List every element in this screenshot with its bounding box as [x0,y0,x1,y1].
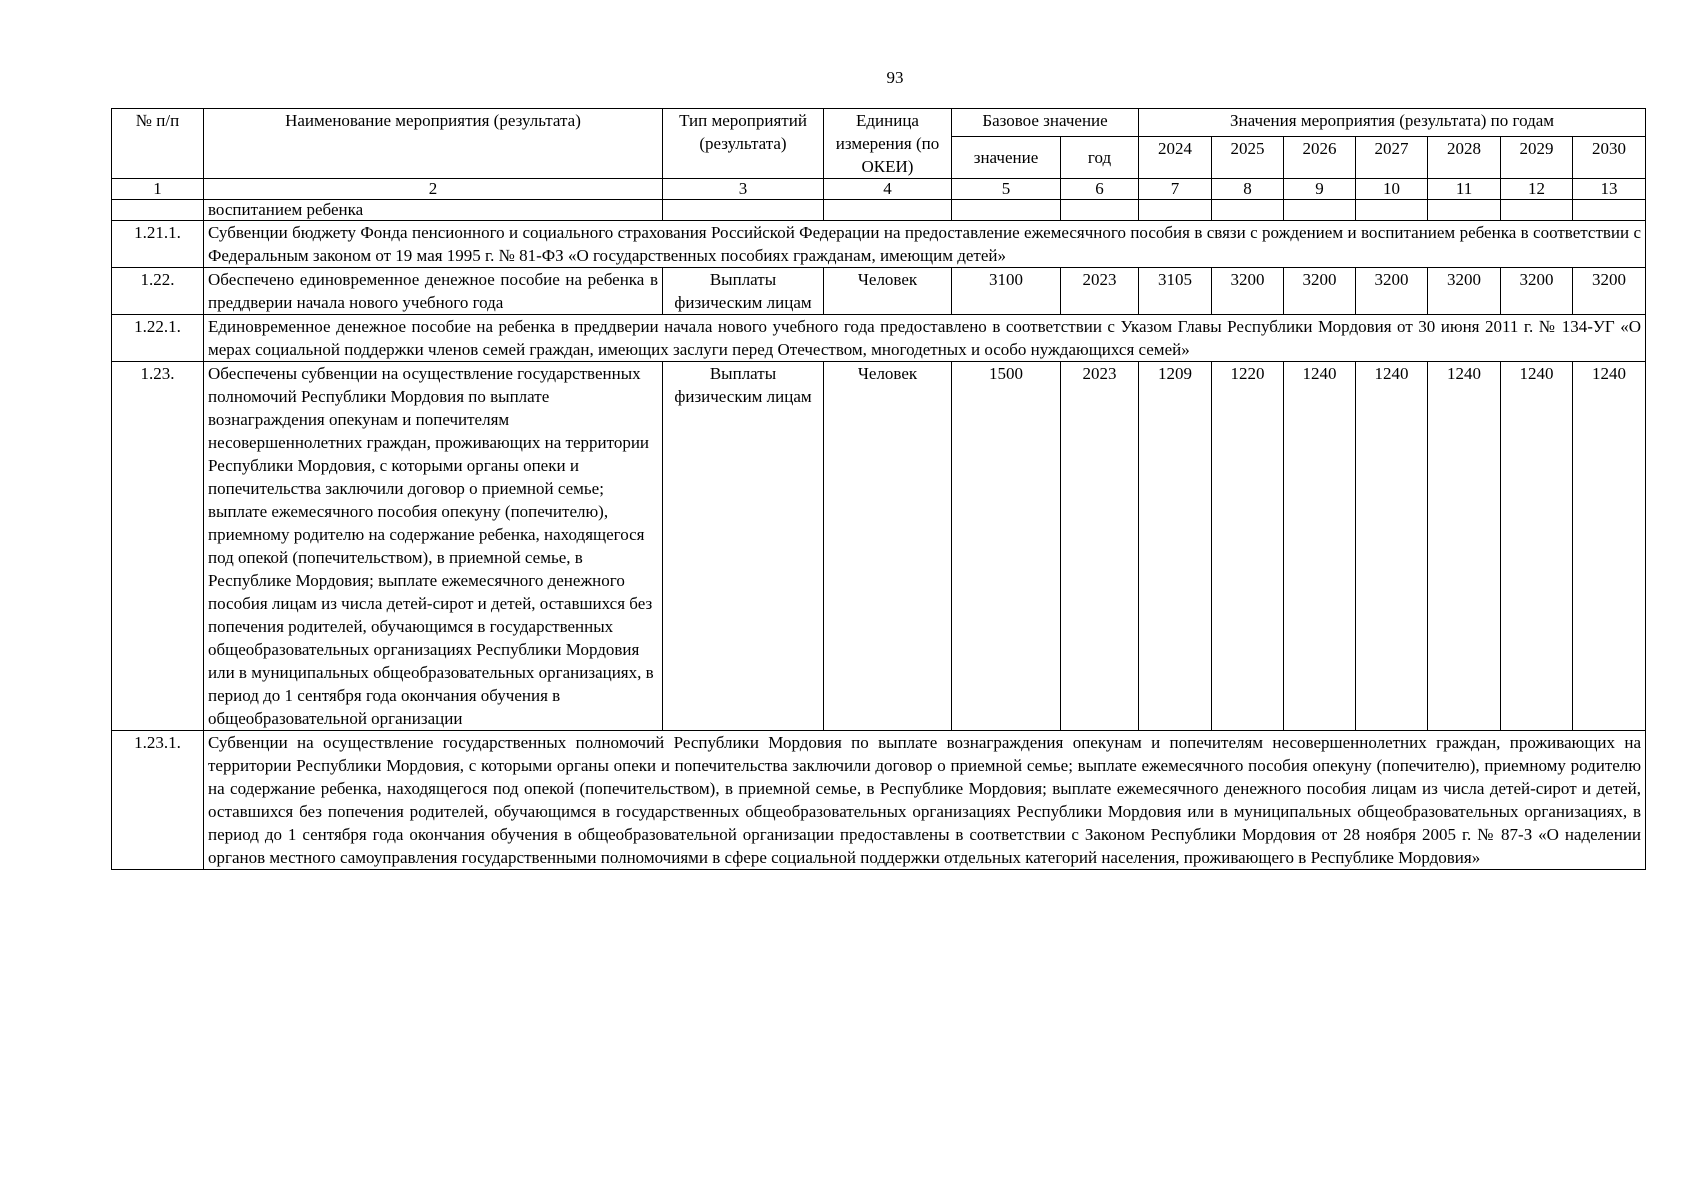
row-number: 1.23.1. [112,731,204,870]
column-number: 6 [1061,179,1139,200]
year-value: 3105 [1139,268,1212,315]
base-value: 3100 [952,268,1061,315]
table-row [112,268,1646,315]
year-value: 1240 [1501,362,1573,731]
table-row [112,362,1646,731]
year-value: 1240 [1428,362,1501,731]
table-row [112,315,1646,362]
cell-empty [112,200,204,221]
header-year: 2025 [1212,137,1284,179]
header-unit: Единица измерения (по ОКЕИ) [824,109,952,179]
column-number: 8 [1212,179,1284,200]
year-value: 1209 [1139,362,1212,731]
header-type: Тип мероприятий (результата) [663,109,824,179]
header-base-year: год [1061,137,1139,179]
row-number: 1.21.1. [112,221,204,268]
page-number: 93 [886,68,904,87]
column-number: 2 [204,179,663,200]
cell-empty [1284,200,1356,221]
table-row [112,731,1646,870]
column-number: 10 [1356,179,1428,200]
row-number: 1.22. [112,268,204,315]
table-row [112,221,1646,268]
cell-empty [1573,200,1646,221]
header-year: 2029 [1501,137,1573,179]
year-value: 3200 [1428,268,1501,315]
year-value: 3200 [1212,268,1284,315]
cell-empty [1356,200,1428,221]
cell-empty [1061,200,1139,221]
header-year: 2030 [1573,137,1646,179]
base-year: 2023 [1061,268,1139,315]
header-name: Наименование мероприятия (результата) [204,109,663,179]
cell-empty [663,200,824,221]
year-value: 1220 [1212,362,1284,731]
measure-name: Обеспечено единовременное денежное пособие на ребенка в преддверии начала нового учебного года [204,268,663,315]
year-value: 3200 [1356,268,1428,315]
header-base-value: значение [952,137,1061,179]
year-value: 3200 [1501,268,1573,315]
continuation-row [112,200,1646,221]
cell-empty [1501,200,1573,221]
year-value: 1240 [1356,362,1428,731]
base-value: 1500 [952,362,1061,731]
header-year: 2028 [1428,137,1501,179]
column-number: 3 [663,179,824,200]
year-value: 3200 [1284,268,1356,315]
year-value: 1240 [1573,362,1646,731]
column-number: 4 [824,179,952,200]
column-number: 1 [112,179,204,200]
column-number: 12 [1501,179,1573,200]
column-number: 5 [952,179,1061,200]
column-number: 9 [1284,179,1356,200]
cell-empty [952,200,1061,221]
header-year: 2024 [1139,137,1212,179]
row-description: Субвенции на осуществление государственных полномочий Республики Мордовия по выплате вознаграждения опекунам и попечителям несовершеннолетних граждан, проживающих на территории Республики Мордовия, с которыми органы опеки и попечительства заключили договор о приемной семье; выплате ежемесячного пособия опекуну (попечителю), приемному родителю на содержание ребенка, находящегося под опекой (попечительством), в приемной семье, в Республике Мордовия; выплате ежемесячного денежного пособия лицам из числа детей-сирот и детей, оставшихся без попечения родителей, обучающимся в государственных общеобразовательных организациях Республики Мордовия или в муниципальных общеобразовательных организациях, в период до 1 сентября года окончания обучения в общеобразовательной организации предоставлены в соответствии с Законом Республики Мордовия от 28 ноября 2005 г. № 87-З «О наделении органов местного самоуправления государственными полномочиями в сфере социальной поддержки отдельных категорий населения, проживающего в Республике Мордовия» [204,731,1646,870]
column-number: 11 [1428,179,1501,200]
continuation-text: воспитанием ребенка [204,200,663,221]
row-description: Единовременное денежное пособие на ребенка в преддверии начала нового учебного года предоставлено в соответствии с Указом Главы Республики Мордовия от 30 июня 2011 г. № 134-УГ «О мерах социальной поддержки членов семей граждан, имеющих заслуги перед Отечеством, многодетных и особо нуждающихся семей» [204,315,1646,362]
column-numbers-row [112,179,1646,200]
header-years-title: Значения мероприятия (результата) по годам [1139,109,1646,137]
measures-table [111,108,1646,870]
row-number: 1.22.1. [112,315,204,362]
cell-empty [824,200,952,221]
header-base: Базовое значение [952,109,1139,137]
header-year: 2026 [1284,137,1356,179]
year-value: 3200 [1573,268,1646,315]
row-description: Субвенции бюджету Фонда пенсионного и социального страхования Российской Федерации на предоставление ежемесячного пособия в связи с рождением и воспитанием ребенка в соответствии с Федеральным законом от 19 мая 1995 г. № 81-ФЗ «О государственных пособиях гражданам, имеющим детей» [204,221,1646,268]
base-year: 2023 [1061,362,1139,731]
measure-type: Выплаты физическим лицам [663,362,824,731]
cell-empty [1428,200,1501,221]
row-number: 1.23. [112,362,204,731]
measure-name: Обеспечены субвенции на осуществление государственных полномочий Республики Мордовия по выплате вознаграждения опекунам и попечителям несовершеннолетних граждан, проживающих на территории Республики Мордовия, с которыми органы опеки и попечительства заключили договор о приемной семье; выплате ежемесячного пособия опекуну (попечителю), приемному родителю на содержание ребенка, находящегося под опекой (попечительством), в приемной семье, в Республике Мордовия; выплате ежемесячного денежного пособия лицам из числа детей-сирот и детей, оставшихся без попечения родителей, обучающимся в государственных общеобразовательных организациях Республики Мордовия или в муниципальных общеобразовательных организациях, в период до 1 сентября года окончания обучения в общеобразовательной организации [204,362,663,731]
header-num: № п/п [112,109,204,179]
year-value: 1240 [1284,362,1356,731]
column-number: 13 [1573,179,1646,200]
header-row-1 [112,109,1646,137]
measure-unit: Человек [824,362,952,731]
measure-unit: Человек [824,268,952,315]
measure-type: Выплаты физическим лицам [663,268,824,315]
column-number: 7 [1139,179,1212,200]
cell-empty [1212,200,1284,221]
cell-empty [1139,200,1212,221]
header-year: 2027 [1356,137,1428,179]
